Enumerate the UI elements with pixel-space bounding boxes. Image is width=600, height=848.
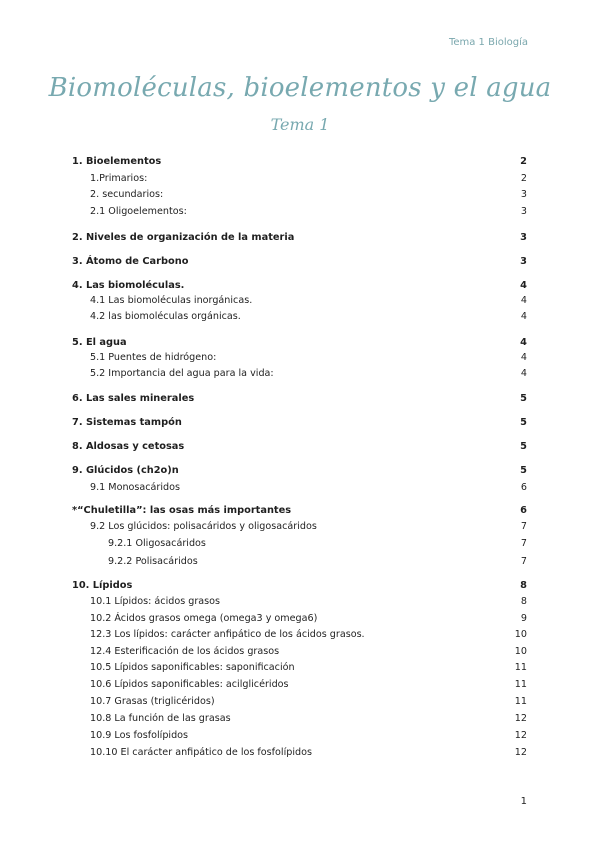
toc-entry-label: 9.2.2 Polisacáridos	[108, 556, 198, 567]
toc-entry[interactable]	[0, 579, 600, 593]
toc-entry-page: 6	[520, 505, 527, 516]
toc-entry[interactable]	[0, 416, 600, 430]
toc-entry[interactable]	[0, 537, 600, 551]
toc-entry-page: 10	[514, 646, 527, 657]
running-header: Tema 1 Biología	[448, 37, 528, 48]
toc-entry-page: 7	[520, 556, 527, 567]
toc-entry-label: 5.1 Puentes de hidrógeno:	[90, 352, 217, 363]
toc-entry-label: *“Chuletilla”: las osas más importantes	[72, 505, 292, 516]
toc-entry-page: 12	[514, 747, 527, 758]
toc-entry[interactable]	[0, 504, 600, 518]
toc-entry-label: 4. Las biomoléculas.	[72, 280, 185, 291]
toc-entry[interactable]	[0, 188, 600, 202]
toc-entry-page: 4	[520, 295, 527, 306]
toc-entry-page: 11	[514, 662, 527, 673]
toc-entry-label: 10.8 La función de las grasas	[90, 713, 231, 724]
toc-entry-label: 12.4 Esterificación de los ácidos grasos	[90, 646, 280, 657]
toc-entry-page: 12	[514, 713, 527, 724]
toc-entry[interactable]	[0, 255, 600, 269]
toc-entry-label: 10.10 El carácter anfipático de los fosfolípidos	[90, 747, 312, 758]
document-subtitle: Tema 1	[270, 115, 330, 134]
toc-entry-page: 3	[520, 232, 527, 243]
toc-entry-label: 10.5 Lípidos saponificables: saponificación	[90, 662, 295, 673]
toc-entry[interactable]	[0, 555, 600, 569]
toc-entry-page: 4	[520, 280, 527, 291]
toc-entry-label: 9.1 Monosacáridos	[90, 482, 181, 493]
document-title: Biomoléculas, bioelementos y el agua	[48, 73, 552, 103]
toc-entry-label: 4.1 Las biomoléculas inorgánicas.	[90, 295, 253, 306]
toc-entry-label: 4.2 las biomoléculas orgánicas.	[90, 311, 241, 322]
toc-entry-page: 9	[520, 613, 527, 624]
toc-entry[interactable]	[0, 481, 600, 495]
toc-entry[interactable]	[0, 294, 600, 308]
toc-entry-page: 10	[514, 629, 527, 640]
toc-entry-page: 6	[520, 482, 527, 493]
toc-entry-page: 3	[520, 189, 527, 200]
toc-entry-label: 5. El agua	[72, 337, 127, 348]
toc-entry-label: 10.7 Grasas (triglicéridos)	[90, 696, 215, 707]
toc-entry[interactable]	[0, 628, 600, 642]
toc-entry-page: 4	[520, 368, 527, 379]
toc-entry[interactable]	[0, 464, 600, 478]
toc-entry-page: 3	[520, 206, 527, 217]
toc-entry-label: 10. Lípidos	[72, 580, 133, 591]
toc-entry[interactable]	[0, 712, 600, 726]
toc-entry-page: 11	[514, 696, 527, 707]
toc-entry[interactable]	[0, 205, 600, 219]
toc-entry[interactable]	[0, 729, 600, 743]
toc-entry-page: 7	[520, 521, 527, 532]
toc-entry[interactable]	[0, 678, 600, 692]
toc-entry-page: 12	[514, 730, 527, 741]
toc-entry[interactable]	[0, 746, 600, 760]
toc-entry-label: 10.9 Los fosfolípidos	[90, 730, 189, 741]
page-number: 1	[520, 796, 527, 807]
toc-entry[interactable]	[0, 695, 600, 709]
toc-entry-label: 6. Las sales minerales	[72, 393, 195, 404]
toc-entry[interactable]	[0, 231, 600, 245]
toc-entry-label: 1. Bioelementos	[72, 156, 162, 167]
toc-entry[interactable]	[0, 440, 600, 454]
toc-entry-label: 9.2.1 Oligosacáridos	[108, 538, 206, 549]
toc-entry[interactable]	[0, 336, 600, 350]
toc-entry-label: 9. Glúcidos (ch2o)n	[72, 465, 179, 476]
toc-entry[interactable]	[0, 520, 600, 534]
toc-entry-page: 4	[520, 352, 527, 363]
toc-entry[interactable]	[0, 645, 600, 659]
toc-entry-label: 12.3 Los lípidos: carácter anfipático de los ácidos grasos.	[90, 629, 365, 640]
toc-entry[interactable]	[0, 392, 600, 406]
toc-entry[interactable]	[0, 612, 600, 626]
toc-entry[interactable]	[0, 279, 600, 293]
toc-entry-page: 5	[520, 417, 527, 428]
toc-entry-label: 5.2 Importancia del agua para la vida:	[90, 368, 274, 379]
toc-entry[interactable]	[0, 310, 600, 324]
toc-entry-label: 2. secundarios:	[90, 189, 164, 200]
toc-entry-page: 2	[520, 173, 527, 184]
toc-entry[interactable]	[0, 661, 600, 675]
toc-entry[interactable]	[0, 172, 600, 186]
toc-entry-page: 2	[520, 156, 527, 167]
toc-entry-label: 3. Átomo de Carbono	[72, 256, 189, 267]
toc-entry-label: 10.6 Lípidos saponificables: acilglicéridos	[90, 679, 289, 690]
toc-entry-page: 5	[520, 393, 527, 404]
toc-entry-page: 3	[520, 256, 527, 267]
toc-entry[interactable]	[0, 367, 600, 381]
toc-entry[interactable]	[0, 595, 600, 609]
toc-entry-page: 7	[520, 538, 527, 549]
toc-entry-label: 1.Primarios:	[90, 173, 148, 184]
toc-entry-page: 4	[520, 311, 527, 322]
toc-entry-label: 10.1 Lípidos: ácidos grasos	[90, 596, 221, 607]
toc-entry-page: 5	[520, 441, 527, 452]
toc-entry[interactable]	[0, 155, 600, 169]
toc-entry-label: 10.2 Ácidos grasos omega (omega3 y omega6)	[90, 613, 318, 624]
toc-entry-page: 8	[520, 596, 527, 607]
toc-entry-label: 2. Niveles de organización de la materia	[72, 232, 295, 243]
toc-entry-label: 8. Aldosas y cetosas	[72, 441, 185, 452]
toc-entry-page: 8	[520, 580, 527, 591]
toc-entry[interactable]	[0, 351, 600, 365]
toc-entry-label: 7. Sistemas tampón	[72, 417, 182, 428]
toc-entry-page: 11	[514, 679, 527, 690]
toc-entry-label: 9.2 Los glúcidos: polisacáridos y oligosacáridos	[90, 521, 317, 532]
toc-entry-page: 4	[520, 337, 527, 348]
toc-entry-label: 2.1 Oligoelementos:	[90, 206, 187, 217]
toc-entry-page: 5	[520, 465, 527, 476]
